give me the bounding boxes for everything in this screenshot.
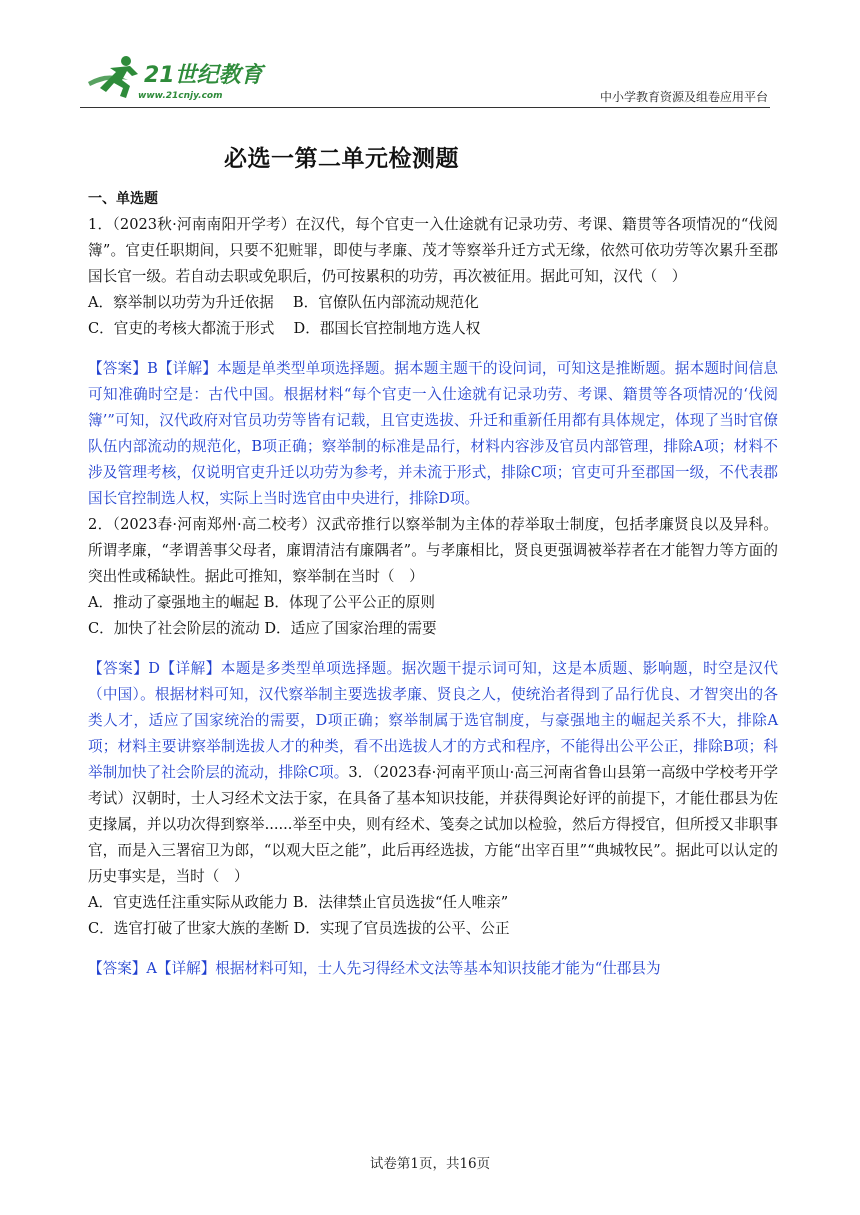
question-3-options-cd: C．选官打破了世家大族的垄断 D．实现了官员选拔的公平、公正 (88, 920, 510, 937)
question-1-stem: 1．（2023秋·河南南阳开学考）在汉代，每个官吏一入仕途就有记录功劳、考课、籍贯等各项情况的“伐阅簿”。官吏任职期间，只要不犯赃罪，即使与孝廉、茂才等察举升迁方式无缘，依然可依功劳等次累升至郡国长官一级。若自动去职或免职后，仍可按累积的功劳，再次被征用。据此可知，汉代（ ） (88, 216, 778, 285)
question-1-options-ab: A．察举制以功劳为升迁依据 B．官僚队伍内部流动规范化 (88, 294, 479, 311)
question-2-options-ab: A．推动了豪强地主的崛起 B．体现了公平公正的原则 (88, 594, 435, 611)
section-heading: 一、单选题 (88, 191, 158, 207)
question-2-options-cd: C．加快了社会阶层的流动 D．适应了国家治理的需要 (88, 620, 437, 637)
question-2-answer: 【答案】D【详解】本题是多类型单项选择题。据次题干提示词可知，这是本质题、影响题，时空是汉代（中国）。根据材料可知，汉代察举制主要选拔孝廉、贤良之人，使统治者得到了品行优良、才智突出的各类人才，适应了国家统治的需要，D项正确；察举制属于选官制度，与豪强地主的崛起关系不大，排除A项；材料主要讲察举制选拔人才的种类，看不出选拔人才的方式和程序，不能得出公平公正，排除B项；科举制加快了社会阶层的流动，排除C项。 (88, 660, 778, 781)
header-divider (80, 107, 770, 108)
platform-name: 中小学教育资源及组卷应用平台 (599, 90, 768, 104)
question-3-options-ab: A．官吏选任注重实际从政能力 B．法律禁止官员选拔“任人唯亲” (88, 894, 509, 911)
page-footer: 试卷第1页，共16页 (369, 1156, 491, 1172)
logo-text: 21世纪教育 (144, 63, 263, 88)
page-title: 必选一第二单元检测题 (224, 146, 459, 172)
question-2-answer-and-question-3 (88, 656, 778, 890)
question-3-stem: 3．（2023春·河南平顶山·高三河南省鲁山县第一高级中学校考开学考试）汉朝时，士人习经术文法于家，在具备了基本知识技能，并获得舆论好评的前提下，才能仕郡县为佐吏掾属，并以功次得到察举......举至中央，则有经术、笺奏之试加以检验，然后方得授官，但所授又非职事官，而是入三署宿卫为郎，“以观大臣之能”，此后再经选拔，方能“出宰百里”“典城牧民”。据此可以认定的历史事实是，当时（ ） (88, 764, 779, 885)
document-body (88, 186, 778, 982)
question-3-answer: 【答案】A【详解】根据材料可知，士人先习得经术文法等基本知识技能才能为“仕郡县为 (88, 960, 661, 977)
page-header (80, 52, 770, 108)
question-1-options-cd: C．官吏的考核大都流于形式 D．郡国长官控制地方选人权 (88, 320, 481, 337)
question-1-answer: 【答案】B【详解】本题是单类型单项选择题。据本题主题干的设问词，可知这是推断题。据本题时间信息可知准确时空是：古代中国。根据材料“每个官吏一入仕途就有记录功劳、考课、籍贯等各项情况的‘伐阅簿’”可知，汉代政府对官员功劳等皆有记载，且官吏选拔、升迁和重新任用都有具体规定，体现了当时官僚队伍内部流动的规范化，B项正确；察举制的标准是品行，材料内容涉及官员内部管理，排除A项；材料不涉及管理考核，仅说明官吏升迁以功劳为参考，并未流于形式，排除C项；官吏可升至郡国一级，不代表郡国长官控制选人权，实际上当时选官由中央进行，排除D项。 (88, 360, 778, 507)
site-logo (80, 52, 280, 104)
question-2-stem: 2．（2023春·河南郑州·高二校考）汉武帝推行以察举制为主体的荐举取士制度，包括孝廉贤良以及异科。所谓孝廉，“孝谓善事父母者，廉谓清洁有廉隅者”。与孝廉相比，贤良更强调被举荐者在才能智力等方面的突出性或稀缺性。据此可推知，察举制在当时（ ） (88, 516, 778, 585)
logo-url: www.21cnjy.com (138, 91, 223, 101)
